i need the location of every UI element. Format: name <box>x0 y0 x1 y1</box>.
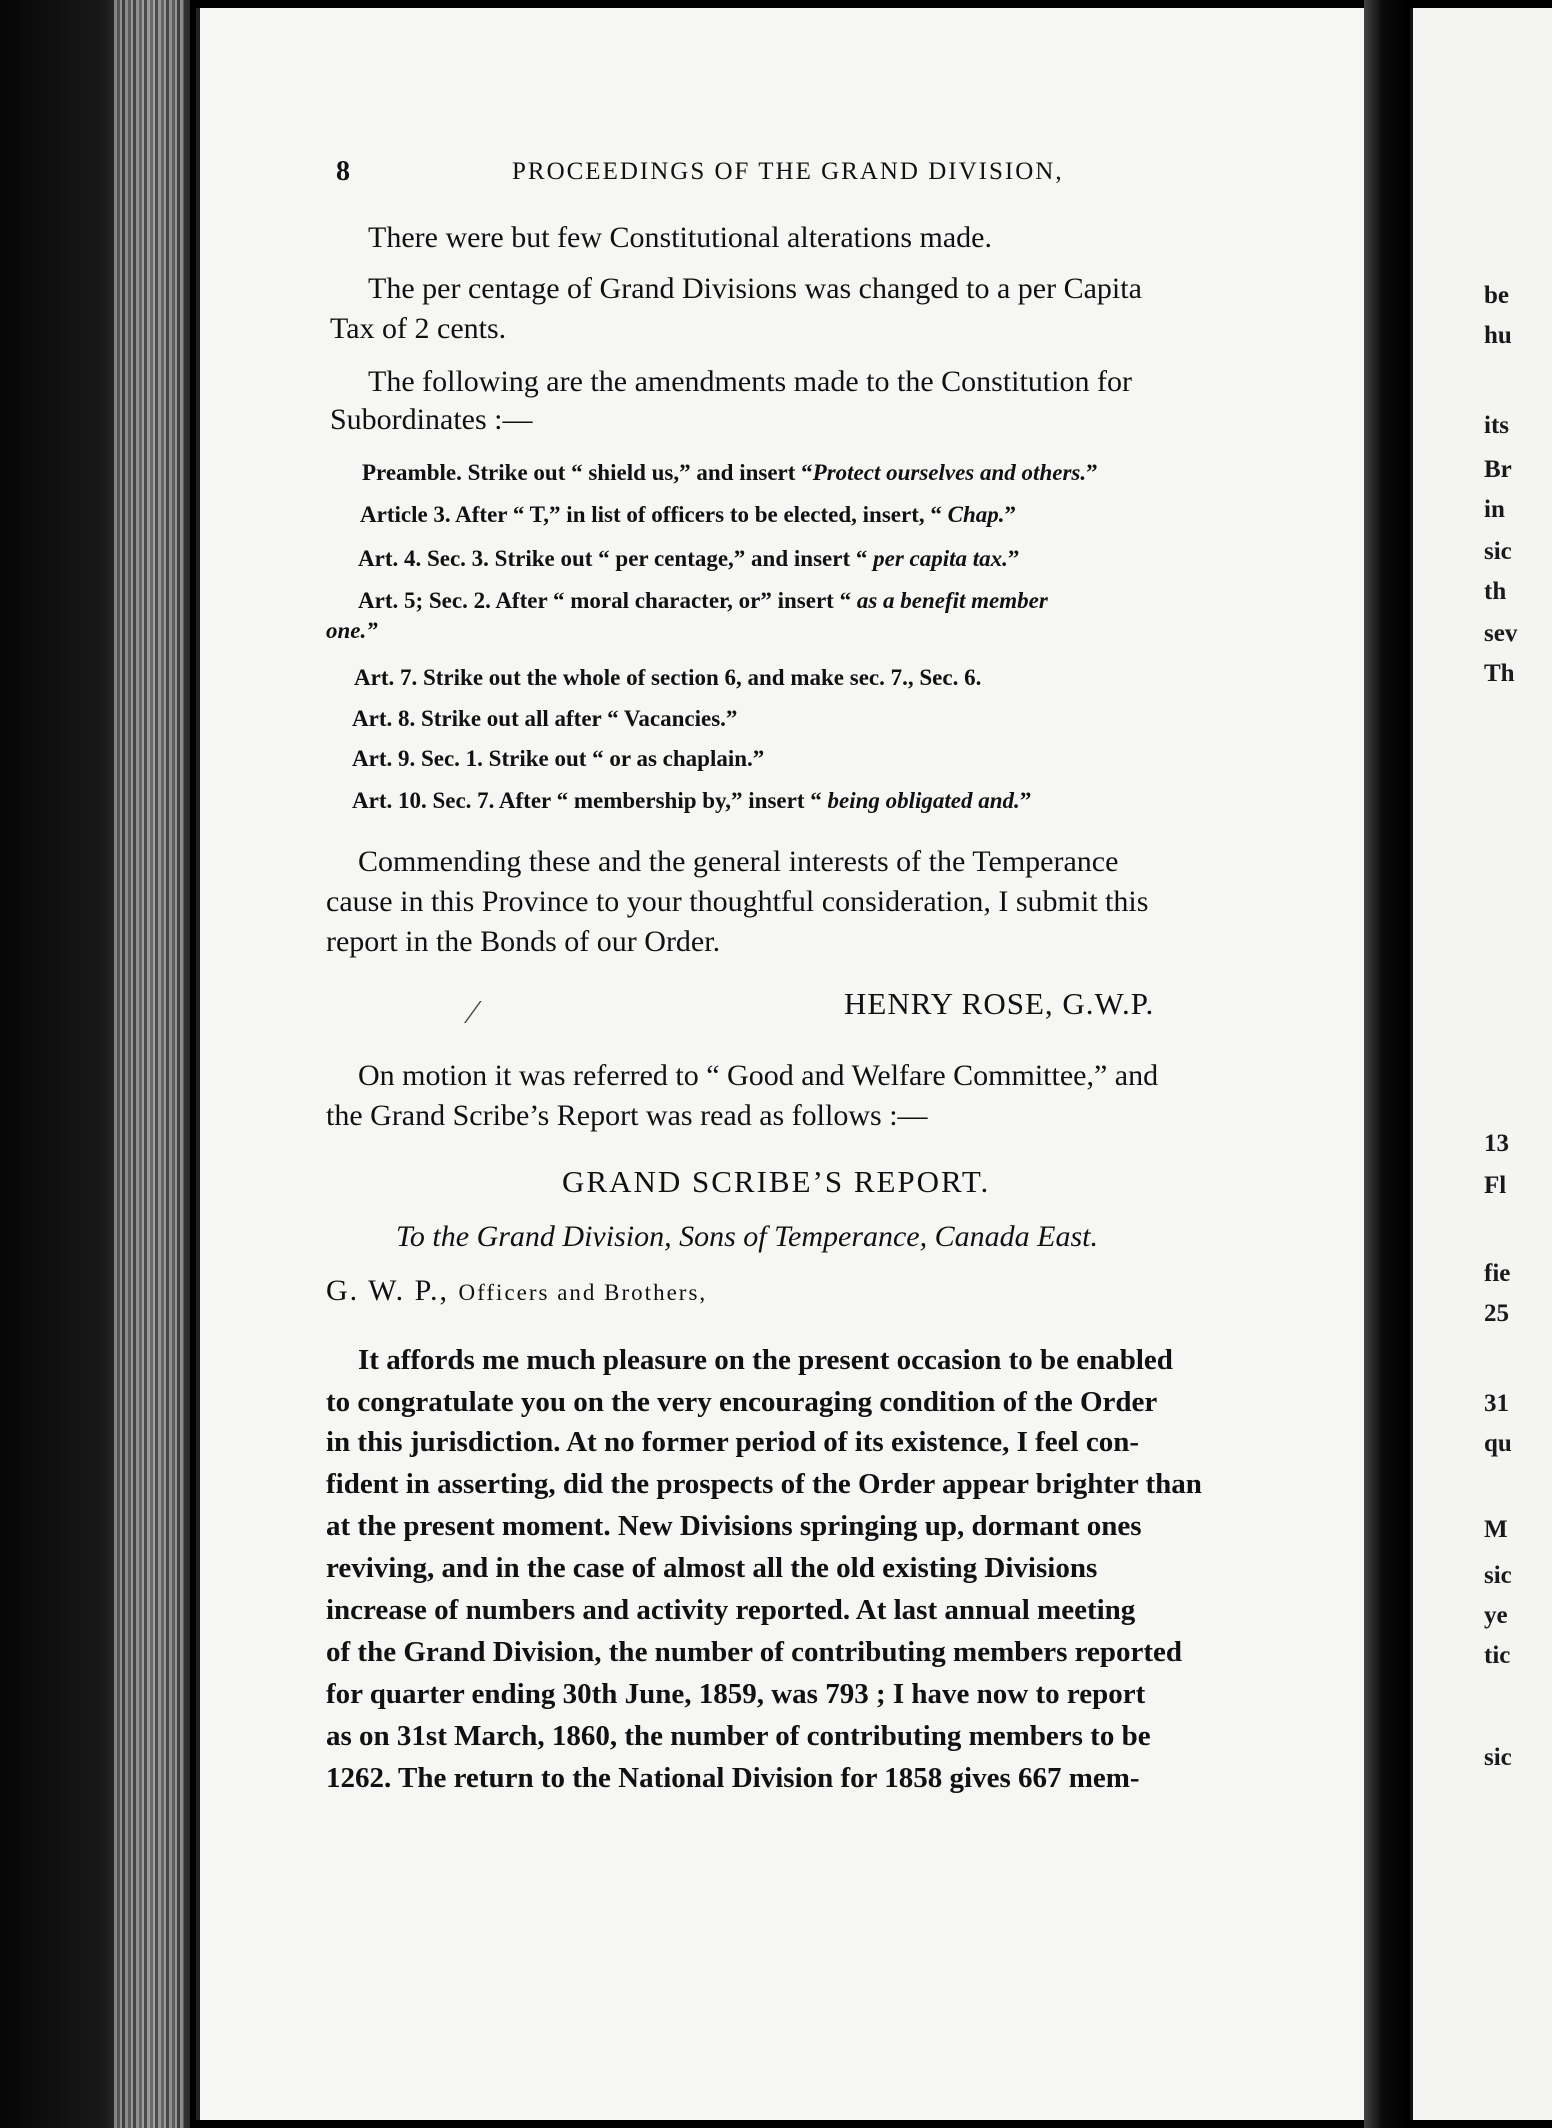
pencil-mark: ⁄ <box>470 994 476 1031</box>
amendment-article-10: Art. 10. Sec. 7. After “ membership by,” insert “ being obligated and.” <box>352 788 1032 813</box>
facing-page-fragment: 13 <box>1484 1130 1509 1157</box>
closing-line: Commending these and the general interests of the Temperance <box>358 845 1119 878</box>
amendment-article-7: Art. 7. Strike out the whole of section 6, and make sec. 7., Sec. 6. <box>354 665 982 690</box>
motion-line: On motion it was referred to “ Good and Welfare Committee,” and <box>358 1059 1159 1092</box>
page-number: 8 <box>336 156 350 187</box>
paragraph-line: Tax of 2 cents. <box>330 312 507 345</box>
facing-page-fragment: qu <box>1484 1430 1512 1457</box>
report-line: to congratulate you on the very encouraging condition of the Order <box>326 1386 1158 1418</box>
report-line: reviving, and in the case of almost all the old existing Divisions <box>326 1552 1098 1584</box>
facing-page-fragment: 25 <box>1484 1300 1509 1327</box>
salutation: G. W. P., Officers and Brothers, <box>326 1274 708 1307</box>
facing-page-fragment: Br <box>1484 456 1512 483</box>
amendment-article-8: Art. 8. Strike out all after “ Vacancies.” <box>352 706 738 731</box>
amendment-preamble: Preamble. Strike out “ shield us,” and insert “Protect ourselves and others.” <box>362 460 1098 485</box>
report-line: of the Grand Division, the number of contributing members reported <box>326 1636 1183 1668</box>
facing-page-fragment: 31 <box>1484 1390 1509 1417</box>
report-line: as on 31st March, 1860, the number of contributing members to be <box>326 1720 1151 1752</box>
facing-page-fragment: sic <box>1484 1562 1512 1589</box>
facing-page-fragment: th <box>1484 578 1507 605</box>
closing-line: report in the Bonds of our Order. <box>326 925 721 958</box>
amendment-article-3: Article 3. After “ T,” in list of officers to be elected, insert, “ Chap.” <box>360 502 1017 527</box>
facing-page-fragment: sev <box>1484 620 1518 647</box>
facing-page-fragment: fie <box>1484 1260 1511 1287</box>
paragraph-line: There were but few Constitutional alterations made. <box>368 221 992 254</box>
facing-page-fragment: in <box>1484 496 1505 523</box>
facing-page-fragment: Fl <box>1484 1172 1507 1199</box>
report-line: in this jurisdiction. At no former period of its existence, I feel con- <box>326 1426 1139 1458</box>
report-line: fident in asserting, did the prospects of the Order appear brighter than <box>326 1468 1202 1500</box>
report-line: 1262. The return to the National Division for 1858 gives 667 mem- <box>326 1762 1140 1794</box>
report-line: increase of numbers and activity reported. At last annual meeting <box>326 1594 1136 1626</box>
facing-page-fragment: tic <box>1484 1642 1511 1669</box>
facing-page-fragment: M <box>1484 1516 1508 1543</box>
paragraph-line: Subordinates :— <box>330 403 533 436</box>
report-address: To the Grand Division, Sons of Temperance, Canada East. <box>396 1220 1098 1253</box>
page-stack <box>114 0 184 2128</box>
facing-page-fragment: sic <box>1484 538 1512 565</box>
running-head: PROCEEDINGS OF THE GRAND DIVISION, <box>512 158 1064 185</box>
report-line: It affords me much pleasure on the present occasion to be enabled <box>358 1344 1173 1376</box>
facing-page-fragment: be <box>1484 282 1509 309</box>
motion-line: the Grand Scribe’s Report was read as follows :— <box>326 1099 928 1132</box>
report-title: GRAND SCRIBE’S REPORT. <box>562 1164 991 1199</box>
report-line: for quarter ending 30th June, 1859, was 793 ; I have now to report <box>326 1678 1146 1710</box>
facing-page-fragment: Th <box>1484 660 1515 687</box>
facing-page-fragment: its <box>1484 412 1509 439</box>
amendment-article-5: Art. 5; Sec. 2. After “ moral character, or” insert “ as a benefit member <box>358 588 1048 613</box>
report-line: at the present moment. New Divisions springing up, dormant ones <box>326 1510 1142 1542</box>
paragraph-line: The per centage of Grand Divisions was changed to a per Capita <box>368 272 1142 305</box>
amendment-article-4: Art. 4. Sec. 3. Strike out “ per centage,” and insert “ per capita tax.” <box>358 546 1020 571</box>
amendment-article-9: Art. 9. Sec. 1. Strike out “ or as chaplain.” <box>352 746 765 771</box>
book-gutter <box>1364 0 1410 2128</box>
paragraph-line: The following are the amendments made to the Constitution for <box>368 365 1132 398</box>
closing-line: cause in this Province to your thoughtful consideration, I submit this <box>326 885 1149 918</box>
signature: HENRY ROSE, G.W.P. <box>844 986 1155 1021</box>
book-edge <box>0 0 190 2128</box>
facing-page-fragment: ye <box>1484 1602 1508 1629</box>
facing-page-fragment: hu <box>1484 322 1512 349</box>
amendment-article-5-cont: one.” <box>326 618 378 643</box>
facing-page-fragment: sic <box>1484 1744 1512 1771</box>
